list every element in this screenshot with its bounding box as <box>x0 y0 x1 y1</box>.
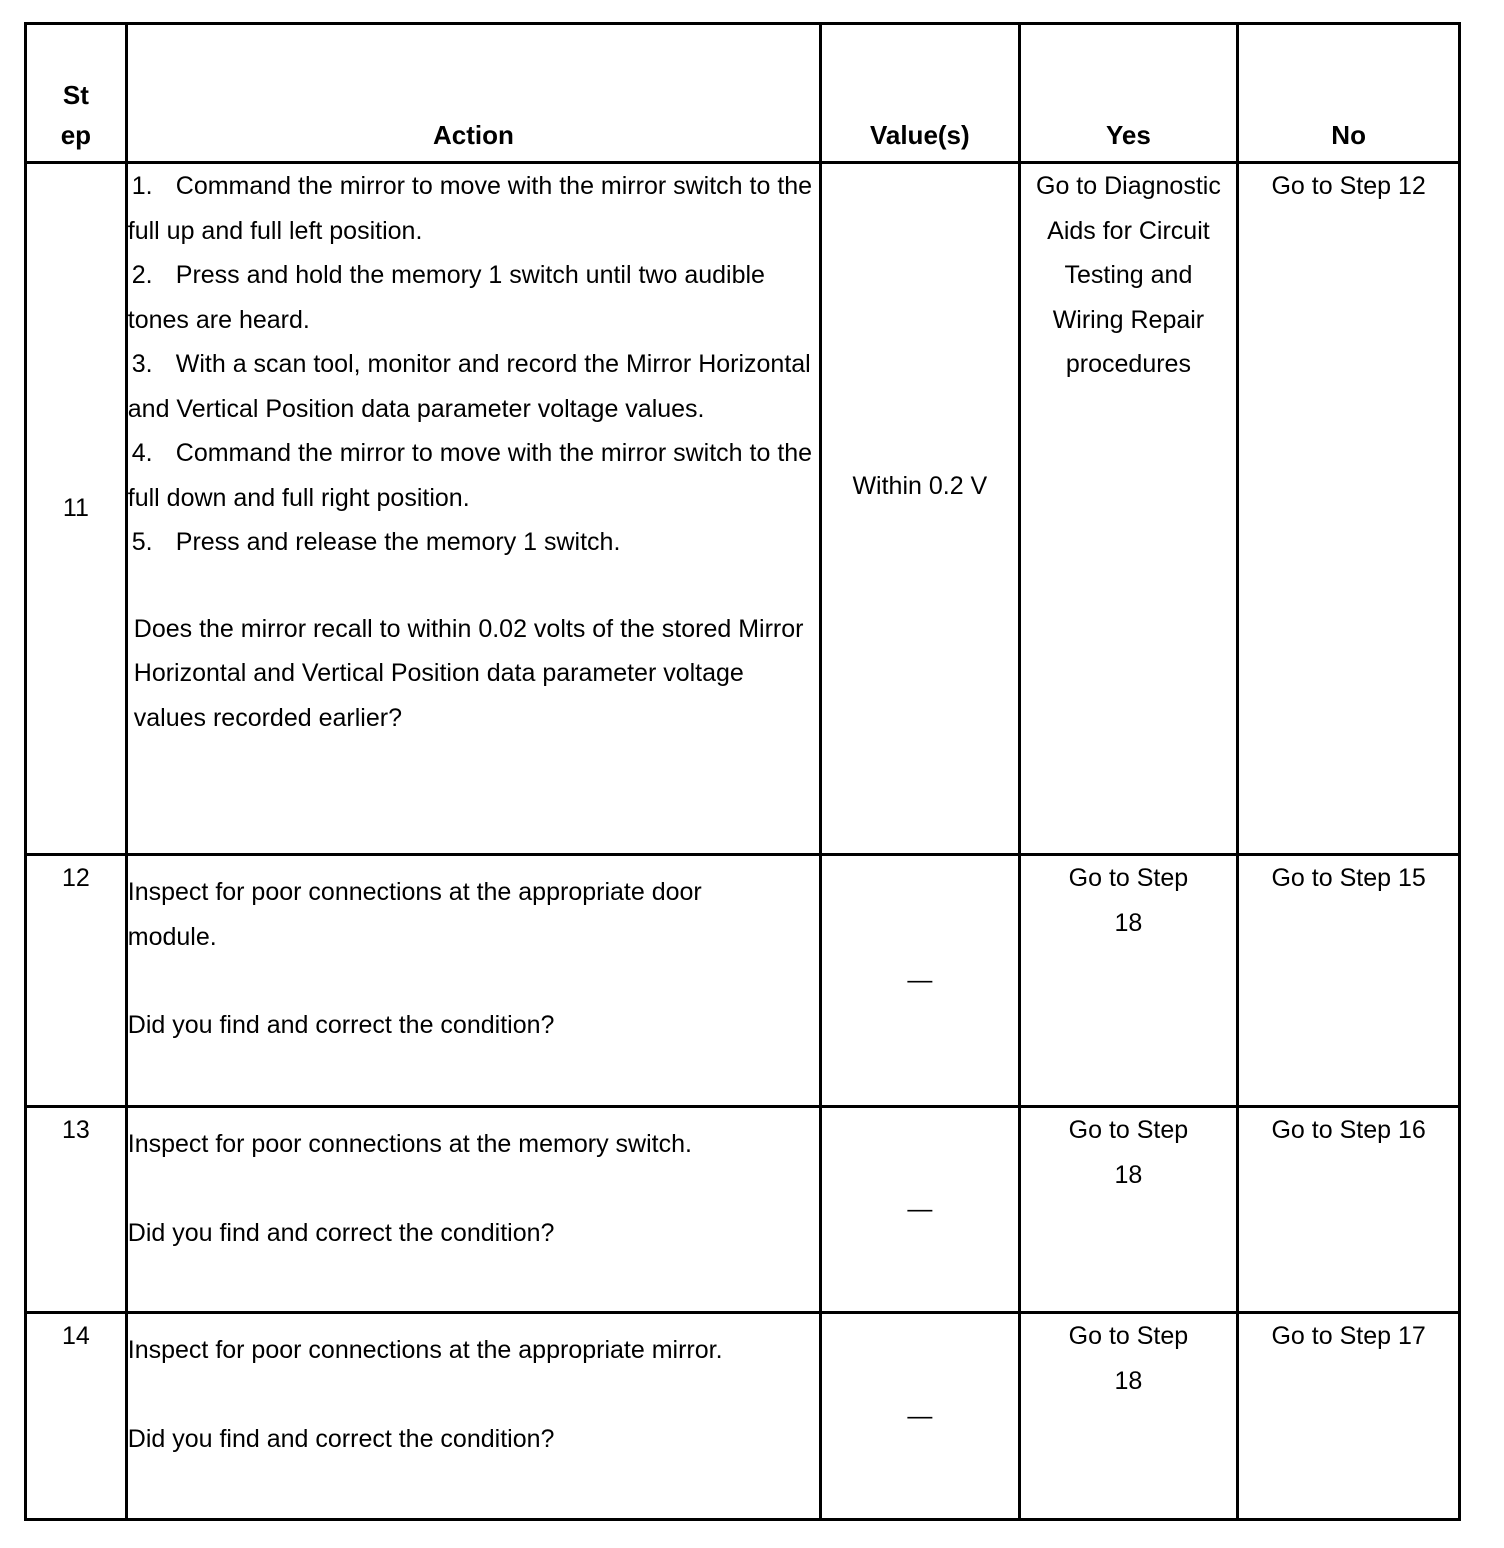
action-item <box>128 164 819 253</box>
no-text: Go to Step 12 <box>1271 172 1426 200</box>
value-cell <box>821 1107 1020 1313</box>
action-item-text: Command the mirror to move with the mirror switch to the full up and full left position. <box>127 172 813 245</box>
action-item-number: 4. <box>131 439 153 467</box>
value-cell <box>821 855 1020 1107</box>
no-cell <box>1238 855 1460 1107</box>
no-cell <box>1238 1107 1460 1313</box>
action-item <box>128 342 819 431</box>
no-cell <box>1238 163 1460 855</box>
table-header-row <box>26 24 1460 163</box>
action-item-number: 1. <box>131 172 153 200</box>
action-item-text: Press and release the memory 1 switch. <box>175 528 621 556</box>
action-text: Inspect for poor connections at the memory switch. <box>127 1130 692 1158</box>
step-number: 12 <box>26 855 127 1107</box>
action-text: Inspect for poor connections at the appropriate mirror. <box>127 1336 723 1364</box>
step-number: 13 <box>26 1107 127 1313</box>
diagnostic-table <box>24 22 1461 1521</box>
action-item-text: With a scan tool, monitor and record the Mirror Horizontal and Vertical Position data parameter voltage values. <box>127 350 811 423</box>
header-step-line1: St <box>62 80 89 110</box>
yes-cell <box>1019 1313 1238 1520</box>
header-no: No <box>1238 24 1460 163</box>
no-text: Go to Step 17 <box>1271 1322 1426 1350</box>
value-text: — <box>907 1195 933 1224</box>
action-text: Inspect for poor connections at the appropriate door module. <box>127 878 702 951</box>
no-cell <box>1238 1313 1460 1520</box>
table-row <box>26 163 1460 855</box>
header-action: Action <box>126 24 820 163</box>
yes-cell <box>1019 1107 1238 1313</box>
header-values: Value(s) <box>821 24 1020 163</box>
action-item <box>128 253 819 342</box>
step-number: 14 <box>26 1313 127 1520</box>
yes-text: Go to Diagnostic Aids for Circuit Testing and Wiring Repair procedures <box>1036 172 1221 378</box>
action-question: Did you find and correct the condition? <box>127 1424 555 1453</box>
action-cell <box>126 855 820 1107</box>
no-text: Go to Step 15 <box>1271 864 1426 892</box>
header-step-line2: ep <box>60 120 92 150</box>
value-text: Within 0.2 V <box>852 472 988 500</box>
action-question: Did you find and correct the condition? <box>127 1218 555 1247</box>
action-item-text: Command the mirror to move with the mirror switch to the full down and full right position. <box>127 439 813 512</box>
table-row <box>26 1313 1460 1520</box>
table-row <box>26 855 1460 1107</box>
header-yes: Yes <box>1019 24 1238 163</box>
action-item-number: 5. <box>131 528 153 556</box>
yes-text: Go to Step 18 <box>1068 1116 1189 1189</box>
action-cell <box>126 1313 820 1520</box>
header-step <box>26 24 127 163</box>
action-item-number: 3. <box>131 350 153 378</box>
action-item-text: Press and hold the memory 1 switch until two audible tones are heard. <box>127 261 765 334</box>
yes-text: Go to Step 18 <box>1068 1322 1189 1395</box>
value-cell <box>821 163 1020 855</box>
action-item <box>128 520 819 565</box>
action-question: Does the mirror recall to within 0.02 volts of the stored Mirror Horizontal and Vertical Position data parameter voltage values recorded earlier? <box>133 614 804 732</box>
value-text: — <box>907 966 933 995</box>
yes-text: Go to Step 18 <box>1068 864 1189 937</box>
action-cell <box>126 1107 820 1313</box>
no-text: Go to Step 16 <box>1271 1116 1426 1144</box>
action-cell <box>126 163 820 855</box>
step-number: 11 <box>26 163 127 855</box>
value-text: — <box>907 1401 933 1430</box>
yes-cell <box>1019 855 1238 1107</box>
table-row <box>26 1107 1460 1313</box>
yes-cell <box>1019 163 1238 855</box>
action-item-number: 2. <box>131 261 153 289</box>
value-cell <box>821 1313 1020 1520</box>
action-item <box>128 431 819 520</box>
action-question: Did you find and correct the condition? <box>127 1011 555 1039</box>
